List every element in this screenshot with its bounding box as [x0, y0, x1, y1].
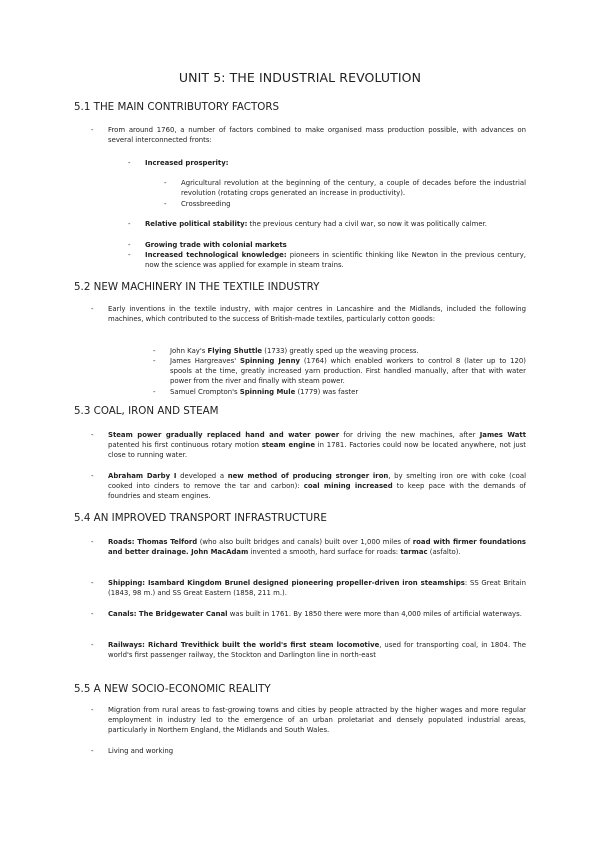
list-item [128, 158, 526, 168]
paragraph-text: for driving the new machines, after [339, 431, 480, 439]
list-item [91, 537, 526, 557]
paragraph-text: James Hargreaves' [170, 357, 241, 365]
section-heading-5-3: 5.3 COAL, IRON AND STEAM [74, 405, 219, 417]
bullet-dash: - [153, 347, 156, 355]
bullet-dash: - [153, 388, 156, 396]
paragraph-text: , used for transporting coal, in 1804. The world's first passenger railway, the Stockton and Darlington line in north-east [108, 641, 526, 660]
paragraph-text: invented a smooth, hard surface for roads: [248, 548, 401, 557]
paragraph-text: Agricultural revolution at the beginning of the century, a couple of decades before the industrial revolution (rotating crops generated an increase in productivity). [181, 179, 526, 198]
paragraph-text: (who also built bridges and canals) built over 1,000 miles of [197, 538, 413, 546]
bullet-dash: - [91, 431, 94, 439]
paragraph-text: to keep pace with the demands of foundries and steam engines. [108, 482, 526, 501]
bold-term: steam engine [261, 441, 315, 450]
paragraph-text: From around 1760, a number of factors combined to make organised mass production possible, with advances on several interconnected fronts: [108, 126, 526, 145]
page-title: UNIT 5: THE INDUSTRIAL REVOLUTION [178, 70, 422, 85]
bold-term: Railways: Richard Trevithick built the world's first steam locomotive [108, 641, 380, 649]
bullet-dash: - [91, 472, 94, 480]
bullet-dash: - [91, 538, 94, 546]
bold-term: Steam power gradually replaced hand and water power [108, 431, 340, 439]
list-item [164, 178, 526, 198]
bullet-dash: - [91, 641, 94, 649]
bold-term: coal mining increased [303, 482, 393, 491]
bold-term: Spinning Jenny [240, 357, 300, 365]
paragraph-text: (1764) which enabled workers to control 8 (later up to 120) spools at the time, greatly increased yarn production. First handled manually, after that with water power from the river and finally with steam power. [170, 357, 526, 386]
section-heading-5-2: 5.2 NEW MACHINERY IN THE TEXTILE INDUSTRY [74, 281, 320, 293]
section-heading-5-4: 5.4 AN IMPROVED TRANSPORT INFRASTRUCTURE [74, 512, 327, 524]
paragraph-text: , by smelting iron ore with coke (coal cooked into cinders to remove the tar and carbon): [108, 472, 527, 491]
bullet-dash: - [91, 126, 94, 134]
bold-term: Growing trade with colonial markets [145, 241, 287, 249]
list-item [91, 640, 526, 660]
bold-term: Increased prosperity: [145, 159, 229, 167]
section-heading-5-1: 5.1 THE MAIN CONTRIBUTORY FACTORS [74, 101, 280, 113]
bullet-dash: - [164, 179, 167, 187]
list-item [91, 578, 526, 598]
bold-term: Spinning Mule [239, 388, 296, 396]
bullet-dash: - [91, 305, 94, 313]
list-item [164, 199, 526, 209]
paragraph-text: (1733) greatly sped up the weaving process. [262, 347, 419, 355]
paragraph-text: Living and working [108, 747, 174, 755]
list-item [91, 746, 526, 756]
paragraph-text: Migration from rural areas to fast-growing towns and cities by people attracted by the higher wages and more regular employment in industry led to the emergence of an urban proletariat and densely populated industrial areas, particularly in Northern England, the Midlands and South Wales. [108, 706, 526, 735]
section-heading-5-5: 5.5 A NEW SOCIO-ECONOMIC REALITY [74, 683, 271, 695]
bullet-dash: - [128, 159, 131, 167]
list-item [128, 240, 526, 250]
list-item [128, 250, 526, 270]
paragraph-text: John Kay's [170, 347, 208, 355]
paragraph-text: Samuel Crompton's [170, 388, 240, 396]
bullet-dash: - [128, 220, 131, 228]
list-item [91, 471, 527, 502]
paragraph-text: in 1781. Factories could now be located anywhere, not just close to running water. [108, 441, 526, 460]
bullet-dash: - [91, 610, 94, 618]
bold-term: new method of producing stronger iron [227, 472, 389, 480]
list-item [153, 356, 526, 387]
bold-term: Canals: The Bridgewater Canal [108, 610, 228, 618]
list-item [91, 430, 526, 461]
paragraph-text: patented his first continuous rotary motion [108, 441, 262, 450]
list-item [91, 609, 526, 619]
paragraph-text: (asfalto). [427, 548, 461, 557]
bold-term: Roads: Thomas Telford [108, 538, 198, 546]
bold-term: Increased technological knowledge: [145, 251, 287, 259]
paragraph-text: (1779) was faster [295, 388, 359, 396]
bold-term: Abraham Darby I [108, 472, 177, 480]
paragraph-text: developed a [176, 472, 228, 480]
bold-term: Flying Shuttle [207, 347, 263, 355]
bullet-dash: - [128, 251, 131, 259]
list-item [91, 304, 526, 324]
bullet-dash: - [91, 747, 94, 755]
bold-term: Shipping: Isambard Kingdom Brunel designed pioneering propeller-driven iron steamships [108, 579, 465, 587]
bullet-dash: - [164, 200, 167, 208]
bullet-dash: - [91, 579, 94, 587]
bold-term: Relative political stability: [145, 220, 248, 228]
list-item [153, 346, 526, 356]
bold-term: road with firmer foundations and better drainage. John MacAdam [108, 538, 526, 557]
paragraph-text: was built in 1761. By 1850 there were more than 4,000 miles of artificial waterways. [227, 610, 522, 618]
bullet-dash: - [128, 241, 131, 249]
paragraph-text: : SS Great Britain (1843, 98 m.) and SS Great Eastern (1858, 211 m.). [108, 579, 526, 598]
bullet-dash: - [91, 706, 94, 714]
list-item [128, 219, 526, 229]
paragraph-text: pioneers in scientific thinking like Newton in the previous century, now the science was applied for example in steam trains. [145, 251, 526, 270]
paragraph-text: the previous century had a civil war, so now it was politically calmer. [247, 220, 487, 228]
bold-term: tarmac [400, 548, 428, 557]
bold-term: James Watt [479, 431, 526, 439]
paragraph-text: Early inventions in the textile industry, with major centres in Lancashire and the Midlands, included the following machines, which contributed to the success of British-made textiles, particularly cotton goods: [108, 305, 526, 324]
bullet-dash: - [153, 357, 156, 365]
list-item [91, 705, 526, 736]
list-item [91, 125, 526, 145]
paragraph-text: Crossbreeding [181, 200, 231, 208]
list-item [153, 387, 526, 397]
